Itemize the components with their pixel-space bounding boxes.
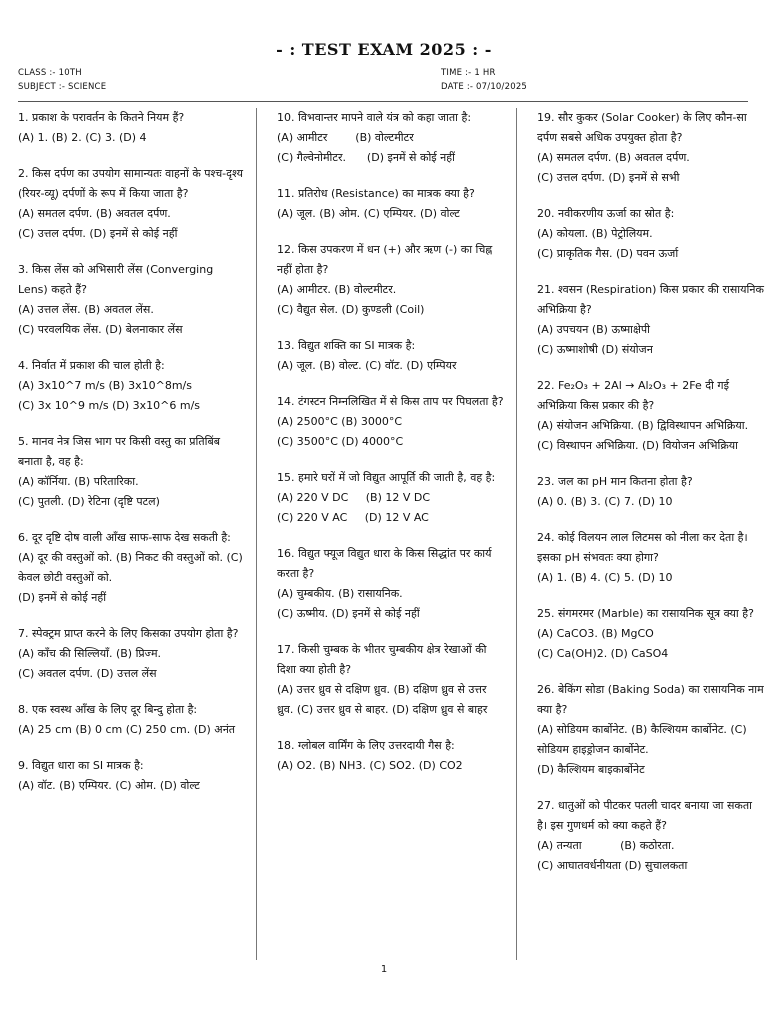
question-text: 15. हमारे घरों में जो विद्युत आपूर्ति की जाती है, वह है: [277,471,496,484]
answer-options: (A) कोयला. (B) पेट्रोलियम. [537,227,653,240]
question-text: 1. प्रकाश के परावर्तन के कितने नियम हैं? [18,111,185,124]
answer-options: (A) संयोजन अभिक्रिया. (B) द्विविस्थापन अभिक्रिया. (C) विस्थापन अभिक्रिया. (D) वियोजन अभिक्रिया [537,419,752,452]
answer-options: (A) वॉट. (B) एम्पियर. (C) ओम. (D) वोल्ट [18,779,200,792]
header-divider [18,101,748,102]
question-item [18,528,246,608]
answer-options: (A) O2. (B) NH3. (C) SO2. (D) CO2 [277,759,463,772]
question-text: 6. दूर दृष्टि दोष वाली आँख साफ-साफ देख सकती है: [18,531,231,544]
answer-options: (C) वैद्युत सेल. (D) कुण्डली (Coil) [277,303,425,316]
question-text: 9. विद्युत धारा का SI मात्रक है: [18,759,144,772]
question-item [277,108,505,168]
question-text: 25. संगमरमर (Marble) का रासायनिक सूत्र क्या है? [537,607,754,620]
question-text: 7. स्पेक्ट्रम प्राप्त करने के लिए किसका उपयोग होता है? [18,627,239,640]
question-item [537,528,765,588]
question-text: 19. सौर कुकर (Solar Cooker) के लिए कौन-सा दर्पण सबसे अधिक उपयुक्त होता है? [537,111,747,144]
question-item [277,544,505,624]
answer-options: (A) समतल दर्पण. (B) अवतल दर्पण. [18,207,171,220]
answer-options: (A) 1. (B) 4. (C) 5. (D) 10 [537,571,673,584]
question-item [18,164,246,244]
question-text: 18. ग्लोबल वार्मिंग के लिए उत्तरदायी गैस है: [277,739,455,752]
question-text: 2. किस दर्पण का उपयोग सामान्यतः वाहनों के पश्च-दृश्य (रियर-व्यू) दर्पणों के रूप में किया जाता है? [18,167,244,200]
class-label: CLASS :- 10TH [18,68,82,78]
answer-options: (D) कैल्शियम बाइकार्बोनेट [537,763,645,776]
question-text: 24. कोई विलयन लाल लिटमस को नीला कर देता है। इसका pH संभवतः क्या होगा? [537,531,748,564]
answer-options: (A) उत्तर ध्रुव से दक्षिण ध्रुव. (B) दक्षिण ध्रुव से उत्तर ध्रुव. (C) उत्तर ध्रुव से बाहर. (D) दक्षिण ध्रुव से बाहर [277,683,491,716]
answer-options: (C) 3x 10^9 m/s (D) 3x10^6 m/s [18,399,201,412]
date-label: DATE :- 07/10/2025 [441,82,528,92]
answer-options: (A) तन्यता (B) कठोरता. [537,839,675,852]
question-item [18,432,246,512]
answer-options: (A) काँच की सिल्लियाँ. (B) प्रिज्म. [18,647,162,660]
column-divider [516,108,517,960]
question-item [537,796,765,876]
answer-options: (A) उपचयन (B) ऊष्माक्षेपी [537,323,650,336]
question-text: 10. विभवान्तर मापने वाले यंत्र को कहा जाता है: [277,111,472,124]
question-item [537,680,765,780]
question-item [277,468,505,528]
answer-options: (C) ऊष्मीय. (D) इनमें से कोई नहीं [277,607,420,620]
question-column-1 [18,108,246,960]
question-item [537,204,765,264]
answer-options: (A) 2500°C (B) 3000°C [277,415,403,428]
question-item [277,392,505,452]
answer-options: (A) जूल. (B) वोल्ट. (C) वॉट. (D) एम्पियर [277,359,457,372]
question-item [537,376,765,456]
question-text: 20. नवीकरणीय ऊर्जा का स्रोत है: [537,207,675,220]
question-item [18,356,246,416]
answer-options: (C) अवतल दर्पण. (D) उत्तल लेंस [18,667,157,680]
question-text: 23. जल का pH मान कितना होता है? [537,475,693,488]
question-text: 5. मानव नेत्र जिस भाग पर किसी वस्तु का प्रतिबिंब बनाता है, वह है: [18,435,221,468]
question-text: 16. विद्युत फ्यूज विद्युत धारा के किस सिद्धांत पर कार्य करता है? [277,547,492,580]
answer-options: (A) जूल. (B) ओम. (C) एम्पियर. (D) वोल्ट [277,207,460,220]
question-item [277,240,505,320]
question-column-3 [537,108,765,960]
answer-options: (C) परवलयिक लेंस. (D) बेलनाकार लेंस [18,323,183,336]
answer-options: (D) इनमें से कोई नहीं [18,591,107,604]
time-label: TIME :- 1 HR [441,68,496,78]
answer-options: (A) CaCO3. (B) MgCO [537,627,654,640]
answer-options: (C) ऊष्माशोषी (D) संयोजन [537,343,653,356]
question-text: 17. किसी चुम्बक के भीतर चुम्बकीय क्षेत्र रेखाओं की दिशा क्या होती है? [277,643,487,676]
answer-options: (A) आमीटर. (B) वोल्टमीटर. [277,283,397,296]
question-item [537,108,765,188]
answer-options: (C) प्राकृतिक गैस. (D) पवन ऊर्जा [537,247,679,260]
answer-options: (A) 1. (B) 2. (C) 3. (D) 4 [18,131,147,144]
answer-options: (C) उत्तल दर्पण. (D) इनमें से कोई नहीं [18,227,178,240]
question-text: 12. किस उपकरण में धन (+) और ऋण (-) का चिह्न नहीं होता है? [277,243,493,276]
answer-options: (C) उत्तल दर्पण. (D) इनमें से सभी [537,171,680,184]
answer-options: (A) सोडियम कार्बोनेट. (B) कैल्शियम कार्बोनेट. (C) सोडियम हाइड्रोजन कार्बोनेट. [537,723,751,756]
question-column-2 [277,108,505,960]
question-text: 26. बेकिंग सोडा (Baking Soda) का रासायनिक नाम क्या है? [537,683,764,716]
exam-title: - : TEST EXAM 2025 : - [276,40,492,59]
answer-options: (C) 3500°C (D) 4000°C [277,435,404,448]
question-item [18,624,246,684]
question-text: 4. निर्वात में प्रकाश की चाल होती है: [18,359,165,372]
question-item [18,260,246,340]
question-text: 13. विद्युत शक्ति का SI मात्रक है: [277,339,416,352]
subject-label: SUBJECT :- SCIENCE [18,82,107,92]
question-item [537,604,765,664]
question-item [18,700,246,740]
answer-options: (C) आघातवर्धनीयता (D) सुचालकता [537,859,688,872]
answer-options: (A) चुम्बकीय. (B) रासायनिक. [277,587,403,600]
question-text: 27. धातुओं को पीटकर पतली चादर बनाया जा सकता है। इस गुणधर्म को क्या कहते हैं? [537,799,752,832]
answer-options: (C) पुतली. (D) रेटिना (दृष्टि पटल) [18,495,160,508]
answer-options: (A) कॉर्निया. (B) परितारिका. [18,475,139,488]
question-text: 22. Fe₂O₃ + 2Al → Al₂O₃ + 2Fe दी गई अभिक्रिया किस प्रकार की है? [537,379,729,412]
question-item [18,756,246,796]
answer-options: (C) 220 V AC (D) 12 V AC [277,511,429,524]
answer-options: (A) 0. (B) 3. (C) 7. (D) 10 [537,495,673,508]
answer-options: (A) 3x10^7 m/s (B) 3x10^8m/s [18,379,192,392]
question-item [18,108,246,148]
answer-options: (A) समतल दर्पण. (B) अवतल दर्पण. [537,151,690,164]
question-item [537,280,765,360]
column-divider [256,108,257,960]
answer-options: (A) दूर की वस्तुओं को. (B) निकट की वस्तुओं को. (C) केवल छोटी वस्तुओं को. [18,551,247,584]
answer-options: (A) 25 cm (B) 0 cm (C) 250 cm. (D) अनंत [18,723,236,736]
answer-options: (C) Ca(OH)2. (D) CaSO4 [537,647,669,660]
answer-options: (A) आमीटर (B) वोल्टमीटर [277,131,414,144]
answer-options: (A) उत्तल लेंस. (B) अवतल लेंस. [18,303,154,316]
question-text: 3. किस लेंस को अभिसारी लेंस (Converging Lens) कहते हैं? [18,263,214,296]
question-item [277,736,505,776]
question-text: 11. प्रतिरोध (Resistance) का मात्रक क्या है? [277,187,475,200]
page-number: 1 [380,964,388,975]
question-text: 21. श्वसन (Respiration) किस प्रकार की रासायनिक अभिक्रिया है? [537,283,764,316]
question-text: 14. टंगस्टन निम्नलिखित में से किस ताप पर पिघलता है? [277,395,504,408]
question-item [277,336,505,376]
answer-options: (C) गैल्वेनोमीटर. (D) इनमें से कोई नहीं [277,151,455,164]
question-item [537,472,765,512]
answer-options: (A) 220 V DC (B) 12 V DC [277,491,431,504]
question-item [277,184,505,224]
question-item [277,640,505,720]
question-text: 8. एक स्वस्थ आँख के लिए दूर बिन्दु होता है: [18,703,198,716]
